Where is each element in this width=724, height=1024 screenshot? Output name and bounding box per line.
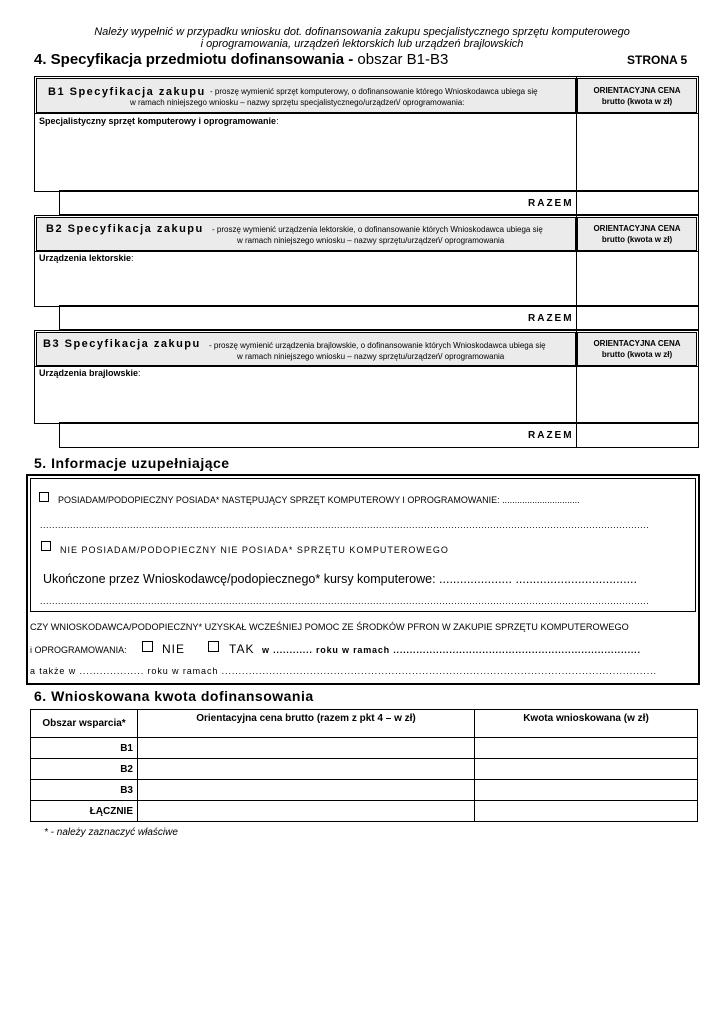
price-cell[interactable] <box>138 780 475 801</box>
amount-cell[interactable] <box>475 738 698 759</box>
amount-cell[interactable] <box>475 780 698 801</box>
b1-total-label: RAZEM <box>528 198 574 209</box>
col-price: Orientacyjna cena brutto (razem z pkt 4 – w zł) <box>138 710 475 738</box>
table-row <box>31 759 698 780</box>
row-label: ŁĄCZNIE <box>31 801 138 822</box>
b3-price-input[interactable] <box>578 368 697 421</box>
no-equipment-checkbox[interactable] <box>41 541 51 551</box>
b3-desc-line1: - proszę wymienić urządzenia brajlowskie, o dofinansowanie których Wnioskodawca ubiega się <box>209 341 546 350</box>
b2-price-input[interactable] <box>578 253 697 304</box>
equipment-dots-line[interactable]: ........................................................................................................................................................................................................... <box>40 520 650 530</box>
b2-total-input[interactable] <box>578 307 697 328</box>
courses-label: Ukończone przez Wnioskodawcę/podopiecznego* kursy komputerowe: ..................... ................................... <box>43 572 637 586</box>
section4-title-main: 4. Specyfikacja przedmiotu dofinansowania - <box>34 51 358 68</box>
table-row <box>31 738 698 759</box>
table-row <box>31 780 698 801</box>
price-cell[interactable] <box>138 759 475 780</box>
section6-title: 6. Wnioskowana kwota dofinansowania <box>34 688 314 704</box>
b1-desc-line2: w ramach niniejszego wniosku – nazwy sprzętu specjalistycznego/urządzeń/ oprogramowania: <box>130 98 465 107</box>
header-note-line1: Należy wypełnić w przypadku wniosku dot. dofinansowania zakupu specjalistycznego sprzętu komputerowego <box>94 26 630 38</box>
has-equipment-checkbox[interactable] <box>39 492 49 502</box>
b2-desc-line1: - proszę wymienić urządzenia lektorskie, o dofinansowanie których Wnioskodawca ubiega się <box>212 225 543 234</box>
section4-title-sub: obszar B1-B3 <box>357 51 449 68</box>
b2-total-label: RAZEM <box>528 313 574 324</box>
help-yes-checkbox[interactable] <box>208 641 219 652</box>
col-amount: Kwota wnioskowana (w zł) <box>475 710 698 738</box>
b3-total-label: RAZEM <box>528 430 574 441</box>
has-equipment-label: POSIADAM/PODOPIECZNY POSIADA* NASTĘPUJĄCY SPRZĘT KOMPUTEROWY I OPROGRAMOWANIE: ............................... <box>58 495 580 505</box>
help-no-checkbox[interactable] <box>142 641 153 652</box>
col-area: Obszar wsparcia* <box>31 710 138 738</box>
courses-dots-line[interactable]: ........................................................................................................................................................................................................... <box>40 596 650 606</box>
b3-field-label: Urządzenia brajlowskie: <box>39 368 141 378</box>
b2-items-input[interactable] <box>38 264 574 303</box>
row-label: B2 <box>31 759 138 780</box>
funding-table <box>30 709 698 822</box>
amount-cell[interactable] <box>475 759 698 780</box>
b1-price-input[interactable] <box>578 115 697 189</box>
help-question: CZY WNIOSKODAWCA/PODOPIECZNY* UZYSKAŁ WCZEŚNIEJ POMOC ZE ŚRODKÓW PFRON W ZAKUPIE SPRZĘTU KOMPUTEROWEGO <box>30 622 629 632</box>
b2-field-label: Urządzenia lektorskie: <box>39 253 134 263</box>
b3-price-label: ORIENTACYJNA CENA brutto (kwota w zł) <box>593 339 681 359</box>
also-year-line[interactable]: a także w ................... roku w ramach ................................................................................................................................ <box>30 666 657 676</box>
page-label: STRONA 5 <box>627 53 688 67</box>
no-equipment-label: NIE POSIADAM/PODOPIECZNY NIE POSIADA* SPRZĘTU KOMPUTEROWEGO <box>60 545 449 555</box>
b1-price-label: ORIENTACYJNA CENA brutto (kwota w zł) <box>593 86 681 106</box>
b1-items-input[interactable] <box>38 126 574 188</box>
help-yes-label: TAK <box>229 642 255 656</box>
b3-items-input[interactable] <box>38 380 574 420</box>
b2-title: B2 Specyfikacja zakupu <box>46 223 204 235</box>
b2-price-label: ORIENTACYJNA CENA brutto (kwota w zł) <box>593 224 681 244</box>
table-row <box>31 801 698 822</box>
amount-cell[interactable] <box>475 801 698 822</box>
b3-total-input[interactable] <box>578 424 697 446</box>
price-cell[interactable] <box>138 801 475 822</box>
b2-desc-line2: w ramach niniejszego wniosku – nazwy sprzętu/urządzeń/ oprogramowania <box>237 236 505 245</box>
b3-title: B3 Specyfikacja zakupu <box>43 338 201 350</box>
header-note-line2: i oprogramowania, urządzeń lektorskich lub urządzeń brajlowskich <box>200 38 524 50</box>
b1-title: B1 Specyfikacja zakupu <box>48 86 206 98</box>
section4-title <box>34 51 448 68</box>
price-cell[interactable] <box>138 738 475 759</box>
row-label: B1 <box>31 738 138 759</box>
b1-field-label: Specjalistyczny sprzęt komputerowy i oprogramowanie: <box>39 116 279 126</box>
footnote: * - należy zaznaczyć właściwe <box>44 827 178 838</box>
help-prefix: i OPROGRAMOWANIA: <box>30 645 127 655</box>
b1-desc-line1: - proszę wymienić sprzęt komputerowy, o dofinansowanie którego Wnioskodawca ubiega się <box>210 87 538 96</box>
help-year-line[interactable]: w ............ roku w ramach ........................................................................... <box>262 645 641 655</box>
section5-title: 5. Informacje uzupełniające <box>34 455 230 471</box>
help-no-label: NIE <box>162 642 186 656</box>
b3-desc-line2: w ramach niniejszego wniosku – nazwy sprzętu/urządzeń/ oprogramowania <box>237 352 505 361</box>
b1-total-input[interactable] <box>578 192 697 213</box>
table-header-row <box>31 710 698 738</box>
row-label: B3 <box>31 780 138 801</box>
